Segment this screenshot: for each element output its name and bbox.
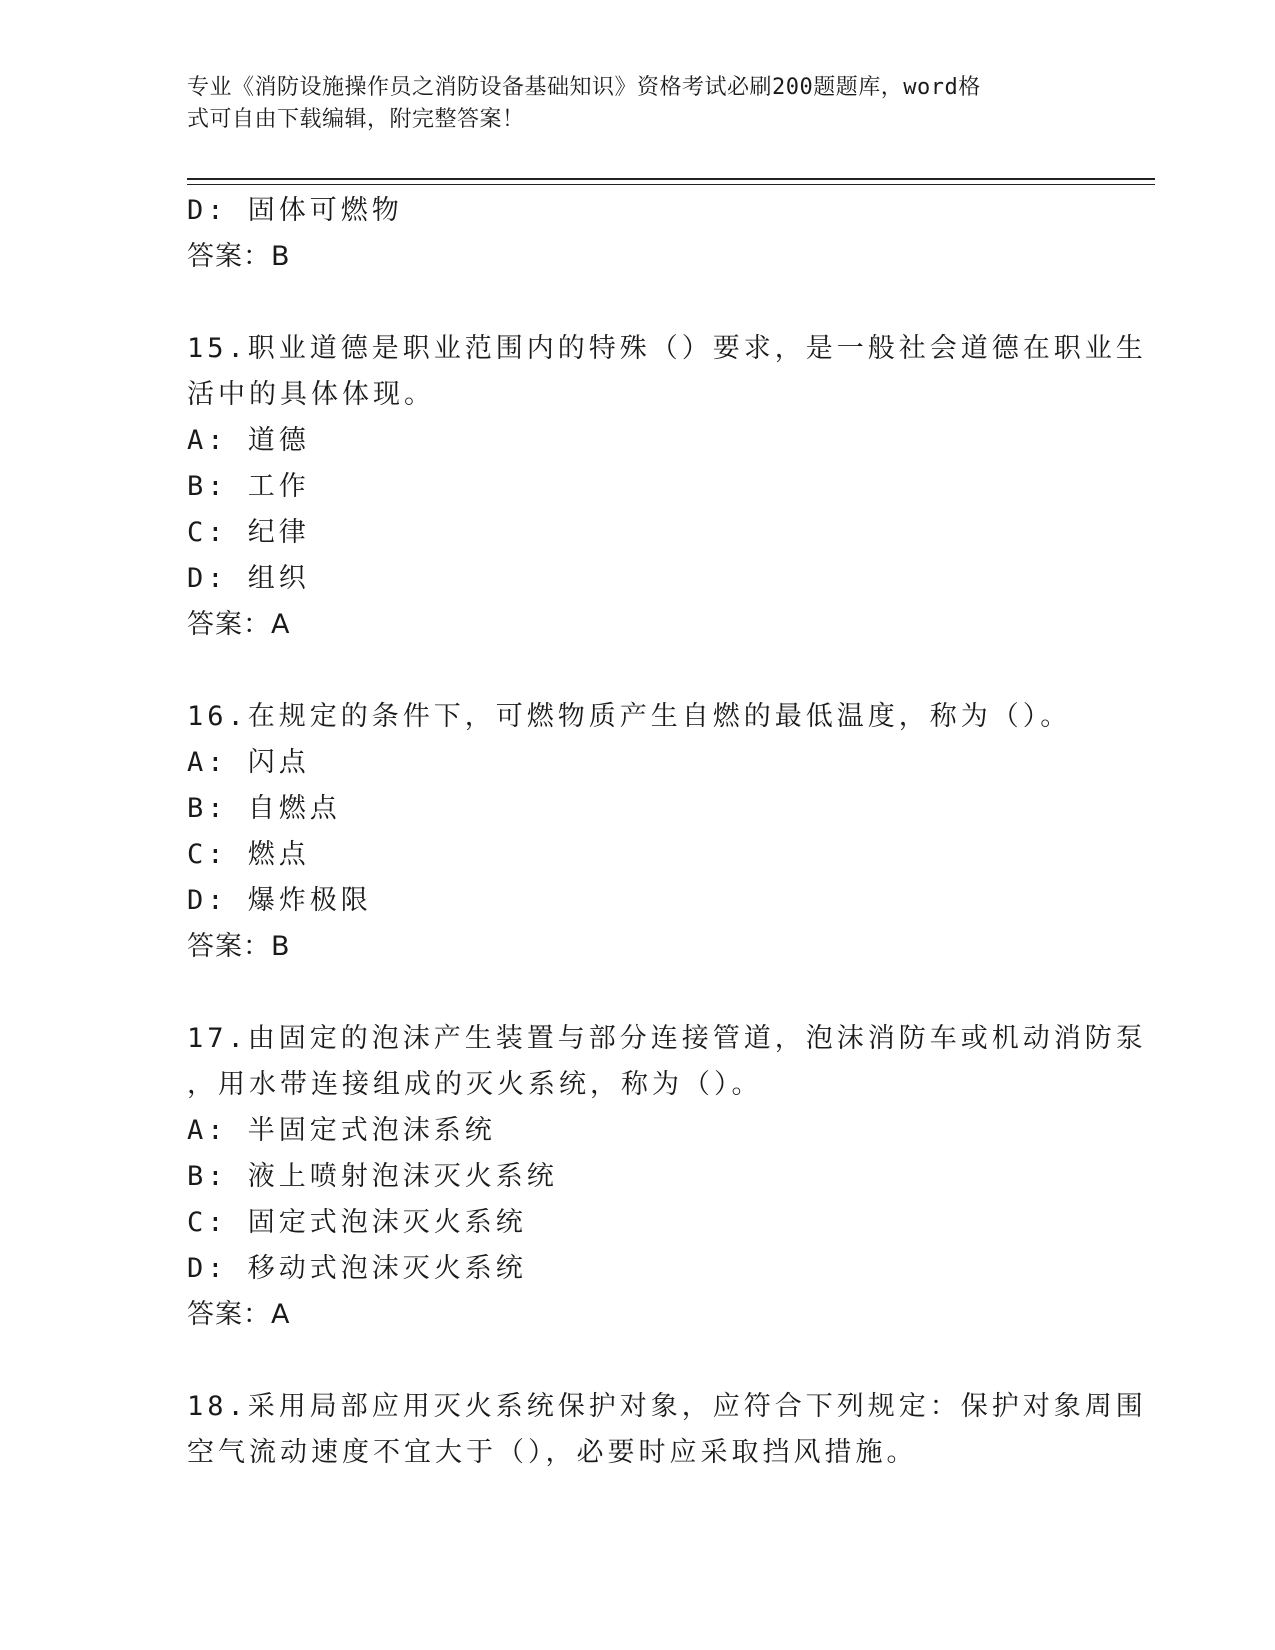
option-a: A: 半固定式泡沫系统: [187, 1115, 496, 1146]
question-stem-line: ，用水带连接组成的灭火系统，称为（）。: [187, 1069, 763, 1100]
question-15: [187, 326, 1147, 648]
option-a: A: 道德: [187, 425, 310, 456]
question-16: [187, 694, 1087, 970]
option-a: A: 闪点: [187, 747, 310, 778]
answer: 答案：B: [187, 241, 291, 272]
question-stem-line: 15.职业道德是职业范围内的特殊（）要求，是一般社会道德在职业生: [187, 333, 1147, 364]
option-d: D: 移动式泡沫灭火系统: [187, 1253, 527, 1284]
option-b: B: 液上喷射泡沫灭火系统: [187, 1161, 558, 1192]
answer: 答案：A: [187, 609, 291, 640]
option-b: B: 自燃点: [187, 793, 341, 824]
question-stem-line: 活中的具体体现。: [187, 379, 435, 410]
question-stem-line: 18.采用局部应用灭火系统保护对象，应符合下列规定：保护对象周围: [187, 1391, 1147, 1422]
question-stem-line: 16.在规定的条件下，可燃物质产生自燃的最低温度，称为（）。: [187, 701, 1072, 732]
option-d: D: 组织: [187, 563, 310, 594]
header-divider: [187, 178, 1155, 185]
page-header: [187, 72, 1067, 136]
answer: 答案：A: [187, 1299, 291, 1330]
question-stem-line: 17.由固定的泡沫产生装置与部分连接管道，泡沫消防车或机动消防泵: [187, 1023, 1147, 1054]
question-17: [187, 1016, 1147, 1338]
option-c: C: 固定式泡沫灭火系统: [187, 1207, 527, 1238]
option-d: D: 固体可燃物: [187, 195, 403, 226]
previous-question-tail: [187, 188, 1087, 280]
option-d: D: 爆炸极限: [187, 885, 372, 916]
answer: 答案：B: [187, 931, 291, 962]
option-c: C: 纪律: [187, 517, 310, 548]
option-b: B: 工作: [187, 471, 310, 502]
option-c: C: 燃点: [187, 839, 310, 870]
header-title-line-2: 式可自由下载编辑，附完整答案！: [187, 107, 525, 132]
question-stem-line: 空气流动速度不宜大于（），必要时应采取挡风措施。: [187, 1437, 918, 1468]
header-title-line-1: 专业《消防设施操作员之消防设备基础知识》资格考试必刷200题题库，word格: [187, 75, 981, 100]
question-18: [187, 1384, 1147, 1476]
document-body: [187, 188, 1147, 1476]
